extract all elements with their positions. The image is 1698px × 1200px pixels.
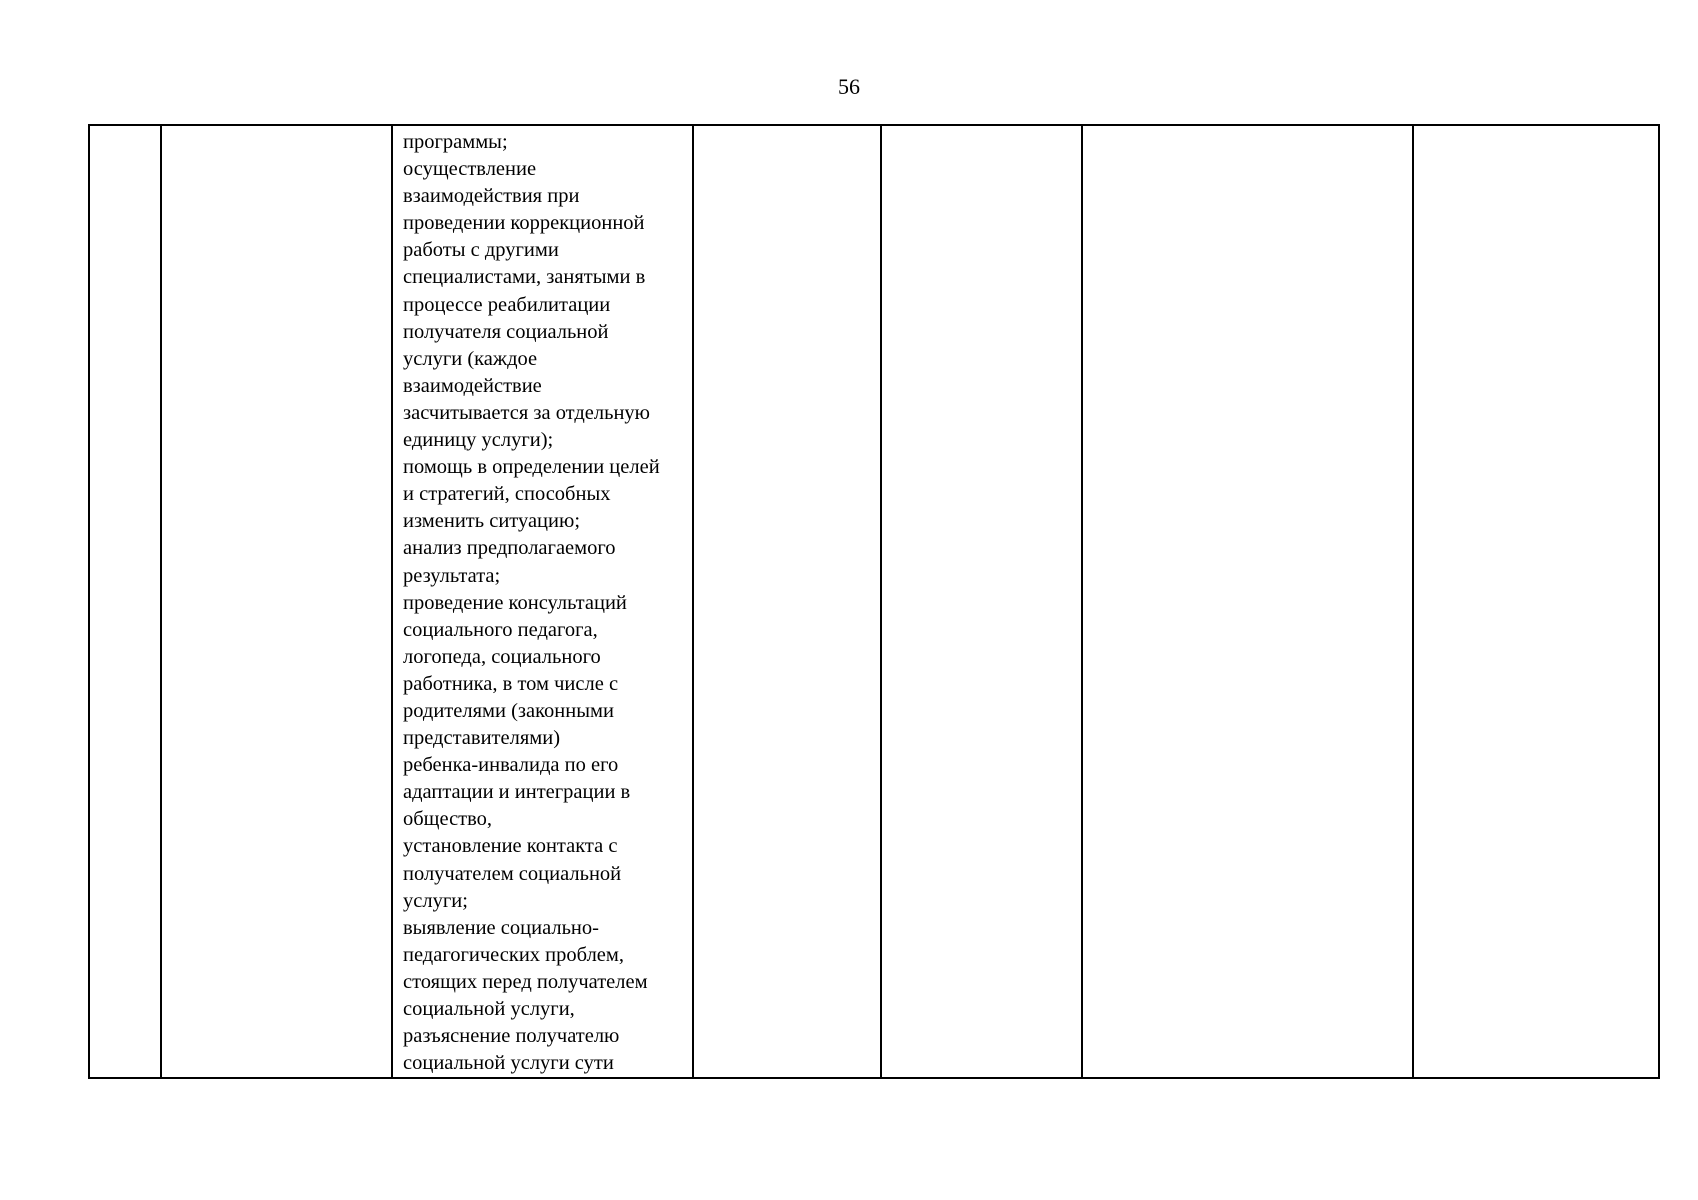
- description-line: и стратегий, способных: [403, 483, 611, 506]
- description-line: специалистами, занятыми в: [403, 266, 646, 289]
- service-description-text: [393, 126, 692, 1077]
- description-line: получателя социальной: [403, 320, 609, 343]
- description-line: педагогических проблем,: [403, 943, 624, 966]
- page-number: 56: [838, 74, 860, 99]
- description-line: анализ предполагаемого: [403, 537, 616, 560]
- description-line: изменить ситуацию;: [403, 510, 581, 533]
- description-line: социального педагога,: [403, 618, 598, 641]
- table-cell-service-description: [392, 125, 693, 1078]
- description-line: взаимодействия при: [403, 185, 580, 208]
- description-line: работника, в том числе с: [403, 672, 619, 695]
- description-line: социальной услуги,: [403, 998, 575, 1020]
- description-line: процессе реабилитации: [403, 293, 611, 316]
- table-cell-service-name: [161, 125, 392, 1078]
- table-cell-number: [89, 125, 161, 1078]
- table-cell-4: [693, 125, 881, 1078]
- description-line: помощь в определении целей: [403, 456, 660, 479]
- description-line: единицу услуги);: [403, 429, 554, 452]
- services-table: [88, 124, 1660, 1079]
- description-line: проведение консультаций: [403, 591, 627, 614]
- description-line: представителями): [403, 727, 561, 750]
- description-line: взаимодействие: [403, 374, 542, 397]
- description-line: результата;: [403, 564, 501, 587]
- description-line: адаптации и интеграции в: [403, 781, 631, 804]
- table-cell-7: [1413, 125, 1659, 1078]
- description-line: разъяснение получателю: [403, 1025, 620, 1048]
- description-line: услуги (каждое: [403, 347, 538, 370]
- description-line: ребенка-инвалида по его: [403, 754, 619, 777]
- description-line: социальной услуги сути: [403, 1052, 614, 1075]
- table-cell-6: [1082, 125, 1413, 1078]
- table-cell-5: [881, 125, 1082, 1078]
- description-line: установление контакта с: [403, 835, 618, 858]
- description-line: услуги;: [403, 889, 468, 912]
- description-line: проведении коррекционной: [403, 212, 645, 235]
- description-line: стоящих перед получателем: [403, 970, 648, 993]
- description-line: выявление социально-: [403, 916, 599, 939]
- description-line: работы с другими: [403, 239, 559, 262]
- description-line: осуществление: [403, 158, 537, 181]
- description-line: засчитывается за отдельную: [403, 401, 651, 424]
- description-line: общество,: [403, 808, 493, 831]
- description-line: родителями (законными: [403, 699, 614, 722]
- table-row: [89, 125, 1659, 1078]
- description-line: получателем социальной: [403, 862, 622, 885]
- description-line: логопеда, социального: [403, 645, 601, 668]
- description-line: программы;: [403, 131, 508, 153]
